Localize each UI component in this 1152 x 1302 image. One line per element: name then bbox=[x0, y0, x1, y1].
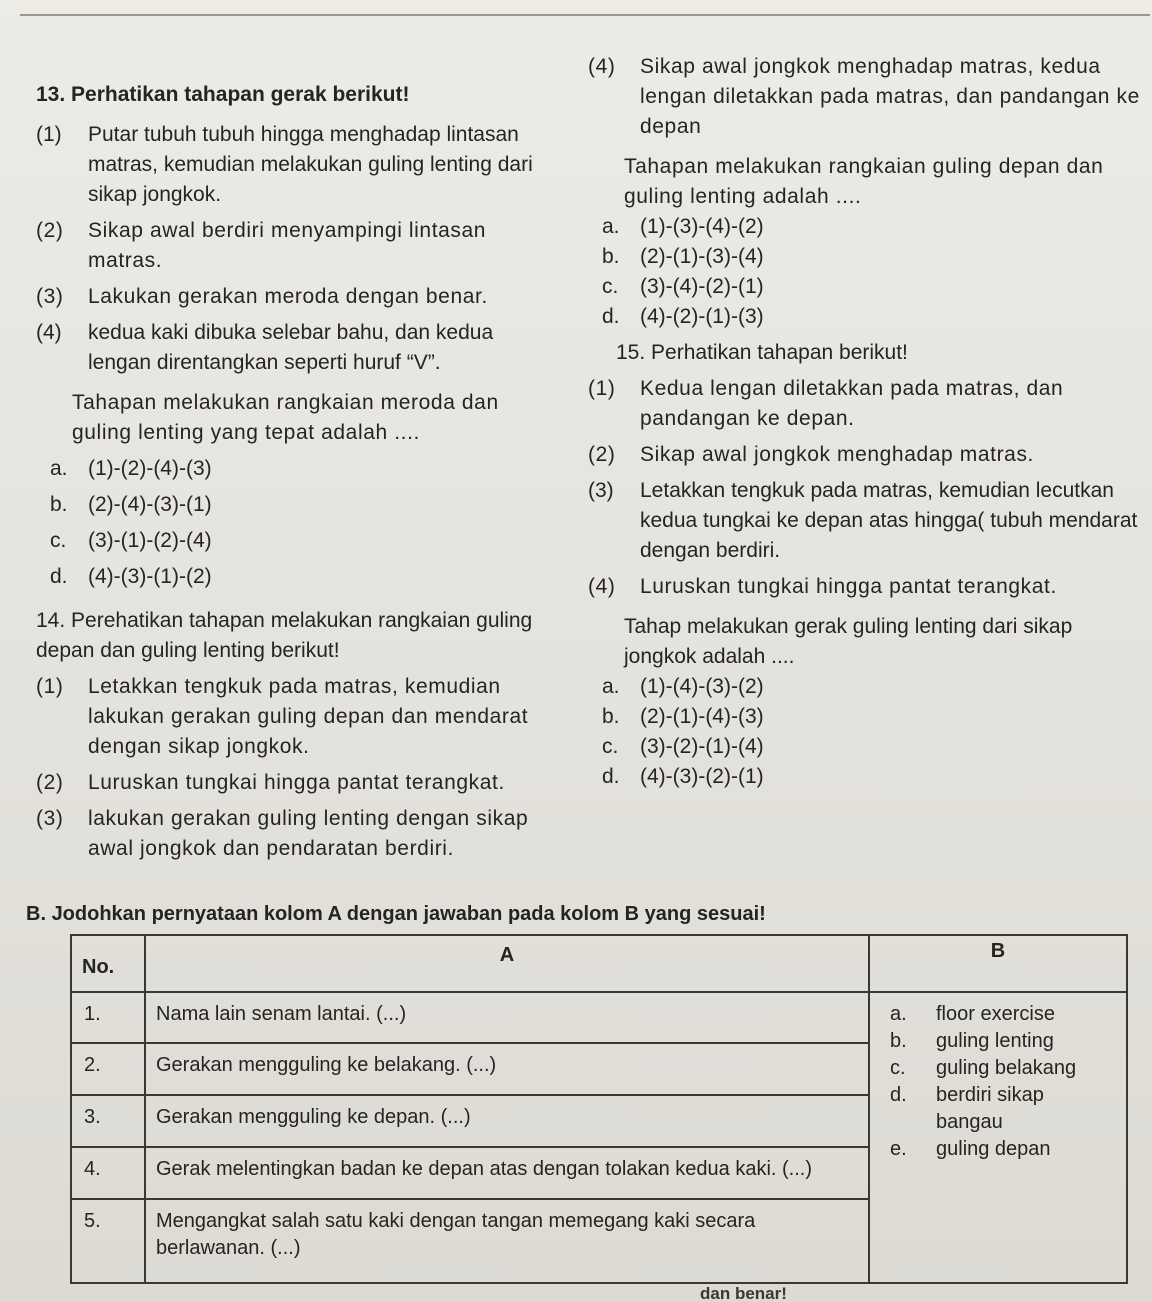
answer-choice[interactable] bbox=[890, 1001, 1116, 1028]
header-a: A bbox=[145, 935, 869, 992]
option-letter: b. bbox=[602, 245, 620, 268]
step-item bbox=[36, 216, 556, 276]
answer-option[interactable] bbox=[588, 762, 1148, 792]
row-number: 2. bbox=[71, 1043, 145, 1095]
option-text: (4)-(3)-(2)-(1) bbox=[640, 765, 764, 788]
option-text: (2)-(1)-(4)-(3) bbox=[640, 705, 764, 728]
question-13 bbox=[36, 80, 556, 592]
option-letter: a. bbox=[602, 215, 620, 238]
left-column bbox=[36, 80, 556, 864]
answer-option[interactable] bbox=[588, 702, 1148, 732]
step-number: (2) bbox=[36, 771, 64, 794]
right-column bbox=[588, 52, 1148, 792]
answer-column bbox=[869, 992, 1127, 1283]
question-text: Tahapan melakukan rangkaian meroda dan guling lenting yang tepat adalah .... bbox=[72, 391, 499, 444]
option-letter: c. bbox=[602, 275, 619, 298]
step-number: (2) bbox=[36, 219, 64, 242]
answer-option[interactable] bbox=[36, 490, 556, 520]
step-text: Letakkan tengkuk pada matras, kemudian lecutkan kedua tungkai ke depan atas hingga( tubuh mendarat dengan berdiri. bbox=[640, 479, 1138, 562]
option-letter: c. bbox=[50, 529, 67, 552]
question-text: Tahapan melakukan rangkaian guling depan dan guling lenting adalah .... bbox=[624, 155, 1104, 208]
top-rule bbox=[20, 14, 1150, 16]
row-statement[interactable]: Mengangkat salah satu kaki dengan tangan memegang kaki secara berlawanan. (...) bbox=[145, 1199, 869, 1283]
answer-option[interactable] bbox=[36, 454, 556, 484]
step-text: Sikap awal berdiri menyampingi lintasan matras. bbox=[88, 219, 487, 272]
question-15 bbox=[588, 338, 1148, 792]
step-number: (1) bbox=[36, 675, 64, 698]
choice-letter: e. bbox=[890, 1137, 907, 1160]
row-statement[interactable]: Nama lain senam lantai. (...) bbox=[145, 992, 869, 1044]
step-text: Lakukan gerakan meroda dengan benar. bbox=[88, 285, 488, 308]
table-row bbox=[71, 992, 1127, 1044]
step-item bbox=[36, 768, 556, 798]
question-title: Perhatikan tahapan berikut! bbox=[651, 341, 908, 364]
answer-option[interactable] bbox=[36, 526, 556, 556]
step-item bbox=[36, 120, 556, 210]
answer-option[interactable] bbox=[36, 562, 556, 592]
step-text: Kedua lengan diletakkan pada matras, dan pandangan ke depan. bbox=[640, 377, 1064, 430]
section-b-heading bbox=[26, 903, 766, 926]
option-text: (3)-(2)-(1)-(4) bbox=[640, 735, 764, 758]
step-text: Luruskan tungkai hingga pantat terangkat. bbox=[88, 771, 505, 794]
option-letter: b. bbox=[50, 493, 68, 516]
step-text: kedua kaki dibuka selebar bahu, dan kedua lengan direntangkan seperti huruf “V”. bbox=[88, 321, 494, 374]
option-text: (1)-(4)-(3)-(2) bbox=[640, 675, 764, 698]
answer-choice[interactable] bbox=[890, 1028, 1116, 1055]
step-text: Luruskan tungkai hingga pantat terangkat. bbox=[640, 575, 1057, 598]
choice-letter: c. bbox=[890, 1056, 906, 1079]
table-header-row bbox=[71, 935, 1127, 992]
step-number: (3) bbox=[588, 479, 614, 502]
answer-choice[interactable] bbox=[890, 1055, 1116, 1082]
choice-text: guling lenting bbox=[936, 1029, 1054, 1052]
step-item bbox=[588, 52, 1148, 142]
step-number: (3) bbox=[36, 807, 64, 830]
option-text: (2)-(1)-(3)-(4) bbox=[640, 245, 764, 268]
section-instruction: Jodohkan pernyataan kolom A dengan jawaban pada kolom B yang sesuai! bbox=[51, 903, 766, 925]
option-text: (4)-(3)-(1)-(2) bbox=[88, 565, 212, 588]
step-item bbox=[36, 804, 556, 864]
row-number: 4. bbox=[71, 1147, 145, 1199]
step-text: Sikap awal jongkok menghadap matras. bbox=[640, 443, 1034, 466]
choice-letter: d. bbox=[890, 1083, 907, 1106]
option-letter: a. bbox=[602, 675, 620, 698]
choice-text: floor exercise bbox=[936, 1002, 1055, 1025]
option-letter: c. bbox=[602, 735, 619, 758]
answer-option[interactable] bbox=[588, 212, 1148, 242]
step-text: Sikap awal jongkok menghadap matras, kedua lengan diletakkan pada matras, dan pandangan ke depan bbox=[640, 55, 1140, 138]
row-statement[interactable]: Gerakan mengguling ke belakang. (...) bbox=[145, 1043, 869, 1095]
option-letter: d. bbox=[50, 565, 68, 588]
footer-text: dan benar! bbox=[700, 1284, 787, 1302]
choice-letter: b. bbox=[890, 1029, 907, 1052]
option-letter: b. bbox=[602, 705, 620, 728]
step-number: (4) bbox=[588, 55, 616, 78]
question-text: Tahap melakukan gerak guling lenting dari sikap jongkok adalah .... bbox=[624, 615, 1073, 668]
question-number: 15. bbox=[616, 341, 646, 364]
row-number: 1. bbox=[71, 992, 145, 1044]
row-number: 3. bbox=[71, 1095, 145, 1147]
question-title: Perehatikan tahapan melakukan rangkaian guling depan dan guling lenting berikut! bbox=[36, 609, 533, 662]
option-text: (1)-(2)-(4)-(3) bbox=[88, 457, 212, 480]
option-text: (4)-(2)-(1)-(3) bbox=[640, 305, 764, 328]
choice-letter: a. bbox=[890, 1002, 907, 1025]
step-item bbox=[36, 672, 556, 762]
option-letter: d. bbox=[602, 305, 620, 328]
step-item bbox=[588, 440, 1148, 470]
step-number: (4) bbox=[588, 575, 616, 598]
option-text: (2)-(4)-(3)-(1) bbox=[88, 493, 212, 516]
step-number: (1) bbox=[36, 123, 62, 146]
choice-text: berdiri sikap bangau bbox=[936, 1083, 1044, 1133]
header-no: No. bbox=[71, 935, 145, 992]
option-text: (3)-(1)-(2)-(4) bbox=[88, 529, 212, 552]
step-item bbox=[36, 282, 556, 312]
matching-table bbox=[70, 934, 1128, 1284]
step-item bbox=[588, 374, 1148, 434]
option-letter: d. bbox=[602, 765, 620, 788]
question-number: 13. bbox=[36, 83, 66, 106]
step-text: Putar tubuh tubuh hingga menghadap lintasan matras, kemudian melakukan guling lenting dari sikap jongkok. bbox=[88, 123, 533, 206]
step-item bbox=[588, 572, 1148, 602]
step-number: (1) bbox=[588, 377, 616, 400]
answer-option[interactable] bbox=[588, 272, 1148, 302]
answer-option[interactable] bbox=[588, 672, 1148, 702]
row-statement[interactable]: Gerak melentingkan badan ke depan atas dengan tolakan kedua kaki. (...) bbox=[145, 1147, 869, 1199]
section-label: B. bbox=[26, 903, 46, 925]
choice-text: guling depan bbox=[936, 1137, 1051, 1160]
option-text: (3)-(4)-(2)-(1) bbox=[640, 275, 764, 298]
question-14 bbox=[36, 606, 556, 864]
header-b: B bbox=[869, 935, 1127, 992]
answer-choice[interactable] bbox=[890, 1136, 1116, 1163]
option-letter: a. bbox=[50, 457, 68, 480]
step-number: (2) bbox=[588, 443, 616, 466]
step-text: lakukan gerakan guling lenting dengan sikap awal jongkok dan pendaratan berdiri. bbox=[88, 807, 529, 860]
answer-choice[interactable] bbox=[890, 1082, 1116, 1136]
question-title: Perhatikan tahapan gerak berikut! bbox=[71, 83, 410, 106]
step-number: (3) bbox=[36, 285, 64, 308]
step-item bbox=[588, 476, 1148, 566]
question-number: 14. bbox=[36, 609, 66, 632]
answer-option[interactable] bbox=[588, 302, 1148, 332]
step-number: (4) bbox=[36, 321, 62, 344]
answer-option[interactable] bbox=[588, 242, 1148, 272]
row-statement[interactable]: Gerakan mengguling ke depan. (...) bbox=[145, 1095, 869, 1147]
row-number: 5. bbox=[71, 1199, 145, 1283]
step-item bbox=[36, 318, 556, 378]
choice-text: guling belakang bbox=[936, 1056, 1077, 1079]
answer-option[interactable] bbox=[588, 732, 1148, 762]
option-text: (1)-(3)-(4)-(2) bbox=[640, 215, 764, 238]
step-text: Letakkan tengkuk pada matras, kemudian lakukan gerakan guling depan dan mendarat dengan sikap jongkok. bbox=[88, 675, 529, 758]
